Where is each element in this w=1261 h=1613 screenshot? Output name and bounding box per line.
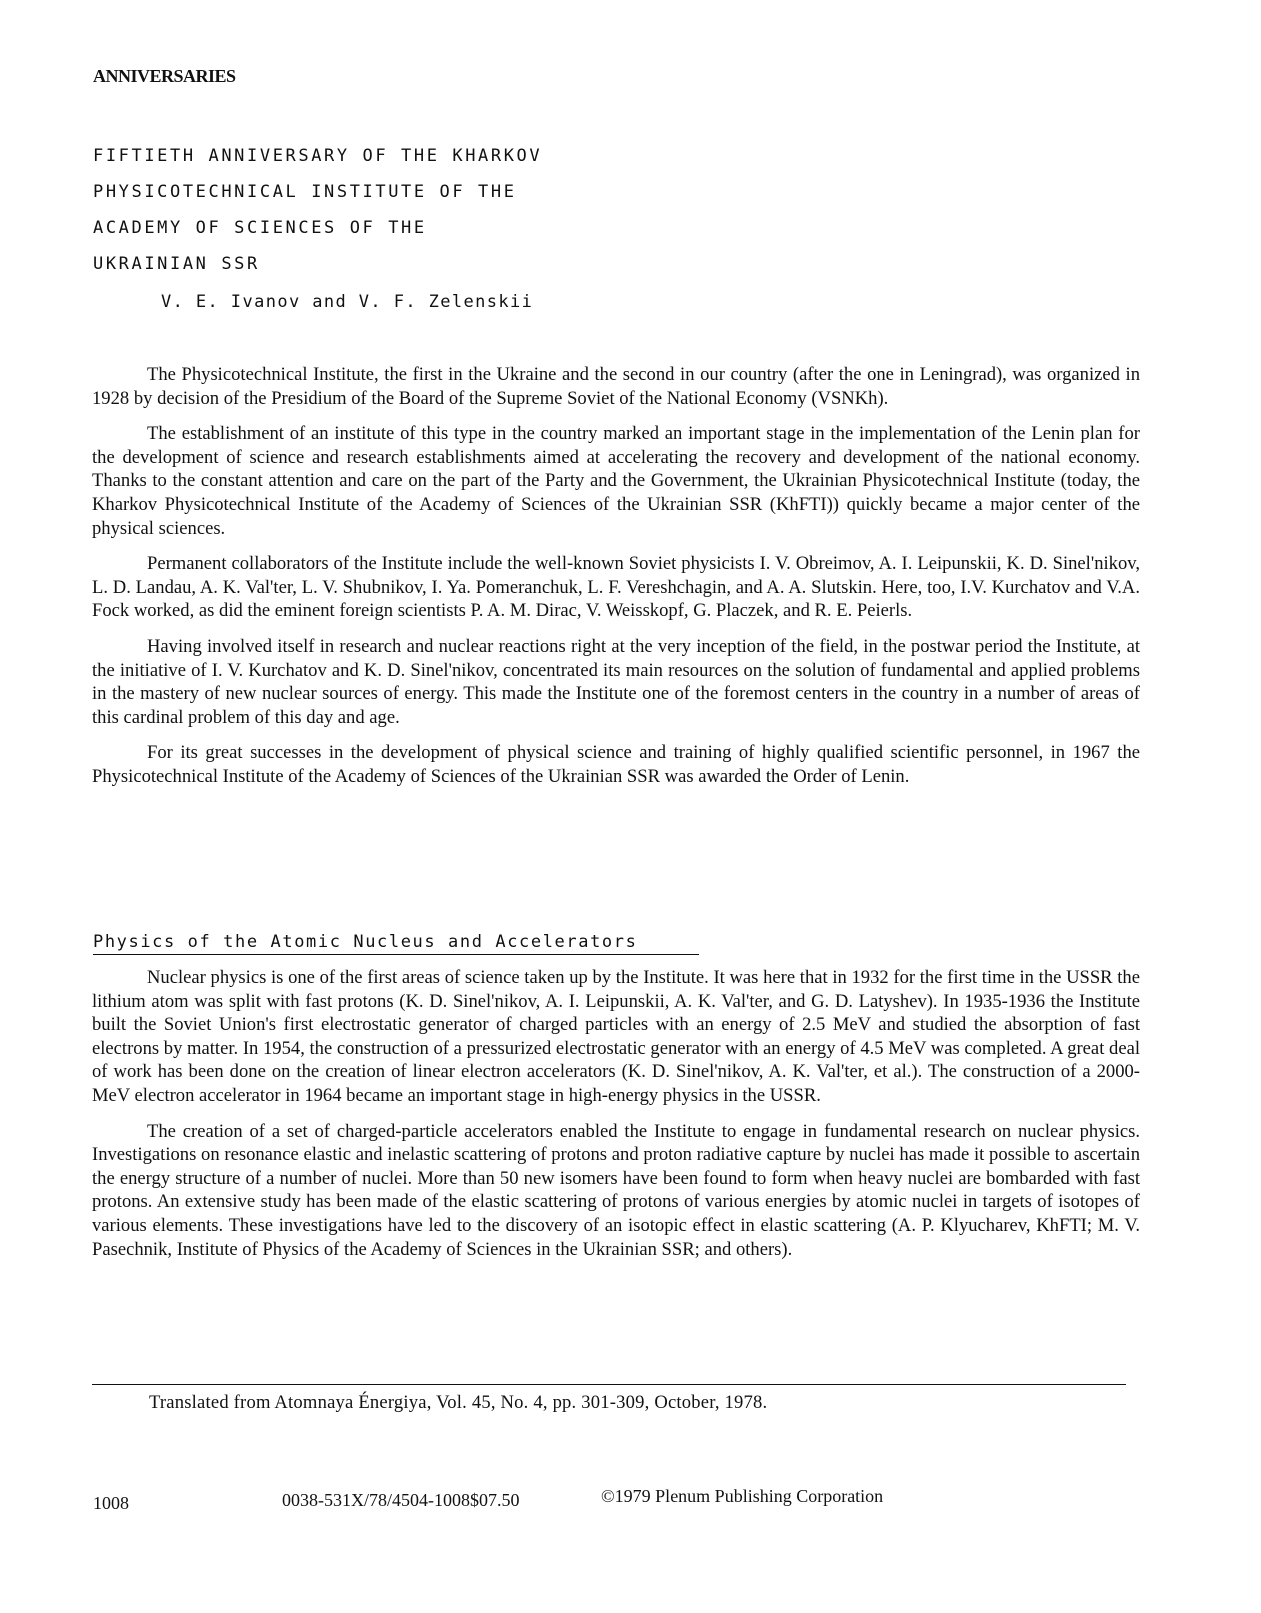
- paragraph: For its great successes in the development of physical science and training of highly qualified scientific personnel, in 1967 the Physicotechnical Institute of the Academy of Sciences of the Ukrainian SSR was awarded the Order of Lenin.: [92, 742, 1140, 787]
- title-line: ACADEMY OF SCIENCES OF THE: [93, 218, 427, 238]
- article-authors: V. E. Ivanov and V. F. Zelenskii: [161, 292, 534, 312]
- paragraph: Having involved itself in research and nuclear reactions right at the very inception of the field, in the postwar period the Institute, at the initiative of I. V. Kurchatov and K. D. Sinel'nikov, concentrated its main resources on the solution of fundamental and applied problems in the mastery of new nuclear sources of energy. This made the Institute one of the foremost centers in the country in a number of areas of this cardinal problem of this day and age.: [92, 635, 1140, 728]
- paragraph: The Physicotechnical Institute, the first in the Ukraine and the second in our country (after the one in Leningrad), was organized in 1928 by decision of the Presidium of the Board of the Supreme Soviet of the National Economy (VSNKh).: [92, 364, 1140, 409]
- copyright-notice: ©1979 Plenum Publishing Corporation: [601, 1486, 884, 1506]
- title-line: FIFTIETH ANNIVERSARY OF THE KHARKOV: [93, 146, 543, 166]
- article-title: [93, 138, 542, 282]
- title-line: PHYSICOTECHNICAL INSTITUTE OF THE: [93, 182, 517, 202]
- paragraph: Nuclear physics is one of the first areas of science taken up by the Institute. It was here that in 1932 for the first time in the USSR the lithium atom was split with fast protons (K. D. Sinel'nikov, A. I. Leipunskii, A. K. Val'ter, and G. D. Latyshev). In 1935-1936 the Institute built the Soviet Union's first electrostatic generator of charged particles with an energy of 2.5 MeV and studied the absorption of fast electrons by matter. In 1954, the construction of a pressurized electrostatic generator with an energy of 4.5 MeV was completed. A great deal of work has been done on the creation of linear electron accelerators (K. D. Sinel'nikov, A. K. Val'ter, et al.). The construction of a 2000-MeV electron accelerator in 1964 became an important stage in high-energy physics in the USSR.: [92, 967, 1140, 1106]
- issn-code: 0038-531X/78/4504-1008$07.50: [282, 1490, 520, 1510]
- paragraph: The establishment of an institute of this type in the country marked an important stage in the implementation of the Lenin plan for the development of science and research establishments aimed at accelerating the recovery and development of the national economy. Thanks to the constant attention and care on the part of the Party and the Government, the Ukrainian Physicotechnical Institute (today, the Kharkov Physicotechnical Institute of the Academy of Sciences of the Ukrainian SSR (KhFTI)) quickly became a major center of the physical sciences.: [92, 423, 1140, 539]
- section-heading: Physics of the Atomic Nucleus and Accelerators: [93, 932, 699, 955]
- paragraph: Permanent collaborators of the Institute include the well-known Soviet physicists I. V. Obreimov, A. I. Leipunskii, K. D. Sinel'nikov, L. D. Landau, A. K. Val'ter, L. V. Shubnikov, I. Ya. Pomeranchuk, L. F. Vereshchagin, and A. A. Slutskin. Here, too, I.V. Kurchatov and V.A. Fock worked, as did the eminent foreign scientists P. A. M. Dirac, V. Weisskopf, G. Placzek, and R. E. Peierls.: [92, 553, 1140, 622]
- title-line: UKRAINIAN SSR: [93, 254, 260, 274]
- translation-footnote: Translated from Atomnaya Énergiya, Vol. 45, No. 4, pp. 301-309, October, 1978.: [149, 1392, 768, 1413]
- section-text: [92, 966, 1140, 1273]
- page-number: 1008: [93, 1493, 129, 1513]
- paragraph: The creation of a set of charged-particle accelerators enabled the Institute to engage in fundamental research on nuclear physics. Investigations on resonance elastic and inelastic scattering of protons and proton radiative capture by nuclei has made it possible to ascertain the energy structure of a number of nuclei. More than 50 new isomers have been found to form when heavy nuclei are bombarded with fast protons. An extensive study has been made of the elastic scattering of protons of various energies by atomic nuclei in targets of isotopes of various elements. These investigations have led to the discovery of an isotopic effect in elastic scattering (A. P. Klyucharev, KhFTI; M. V. Pasechnik, Institute of Physics of the Academy of Sciences in the Ukrainian SSR; and others).: [92, 1120, 1140, 1260]
- intro-text: [92, 363, 1140, 801]
- footnote-divider: [92, 1384, 1126, 1385]
- section-label: ANNIVERSARIES: [93, 66, 236, 86]
